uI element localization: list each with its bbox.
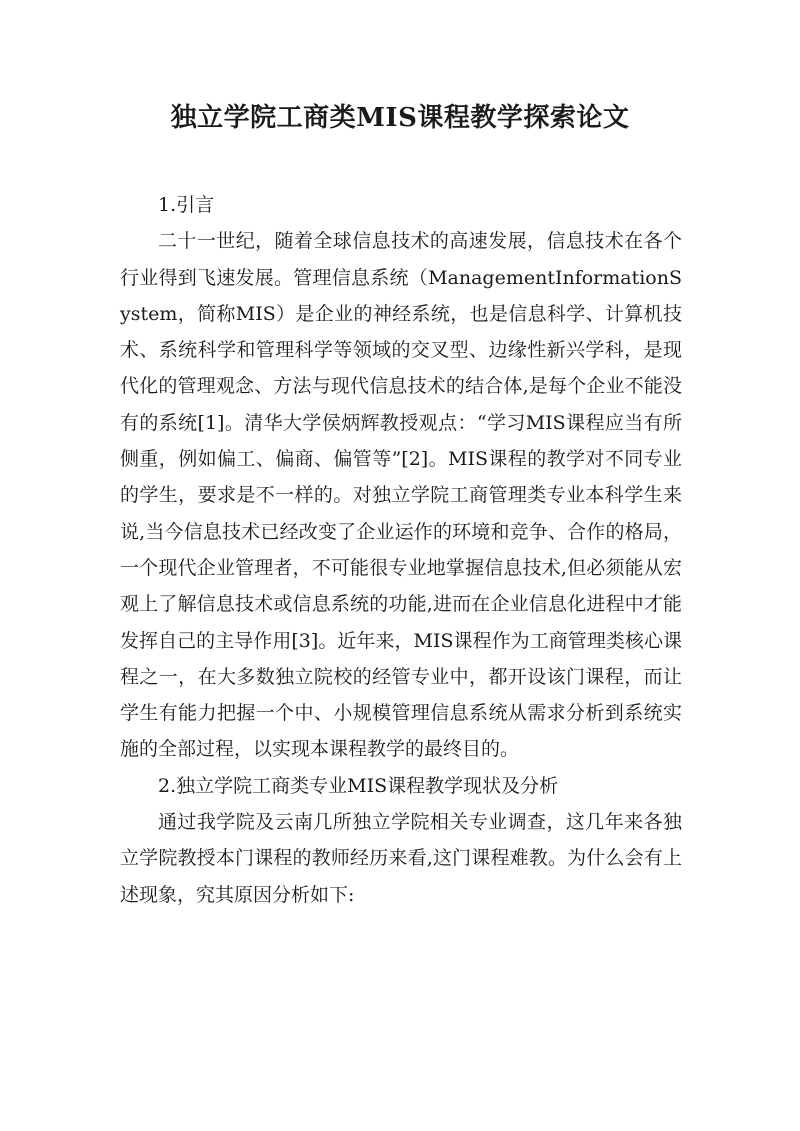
section-heading-introduction: 1.引言 <box>158 194 215 216</box>
document-title: 独立学院工商类MIS课程教学探索论文 <box>170 103 630 133</box>
paragraph-status-analysis: 通过我学院及云南几所独立学院相关专业调查，这几年来各独立学院教授本门课程的教师经历来看,这门课程难教。为什么会有上述现象，究其原因分析如下: <box>120 811 682 906</box>
paragraph-introduction: 二十一世纪，随着全球信息技术的高速发展，信息技术在各个行业得到飞速发展。管理信息系统（ManagementInformationSystem，简称MIS）是企业的神经系统，也是信息科学、计算机技术、系统科学和管理科学等领域的交叉型、边缘性新兴学科，是现代化的管理观念、方法与现代信息技术的结合体,是每个企业不能没有的系统[1]。清华大学侯炳辉教授观点：“学习MIS课程应当有所侧重，例如偏工、偏商、偏管等”[2]。MIS课程的教学对不同专业的学生，要求是不一样的。对独立学院工商管理类专业本科学生来说,当今信息技术已经改变了企业运作的环境和竞争、合作的格局，一个现代企业管理者，不可能很专业地掌握信息技术,但必须能从宏观上了解信息技术或信息系统的功能,进而在企业信息化进程中才能发挥自己的主导作用[3]。近年来，MIS课程作为工商管理类核心课程之一，在大多数独立院校的经管专业中，都开设该门课程，而让学生有能力把握一个中、小规模管理信息系统从需求分析到系统实施的全部过程，以实现本课程教学的最终目的。 <box>120 230 682 761</box>
document-body <box>120 187 682 913</box>
section-heading-status-analysis: 2.独立学院工商类专业MIS课程教学现状及分析 <box>158 774 559 797</box>
